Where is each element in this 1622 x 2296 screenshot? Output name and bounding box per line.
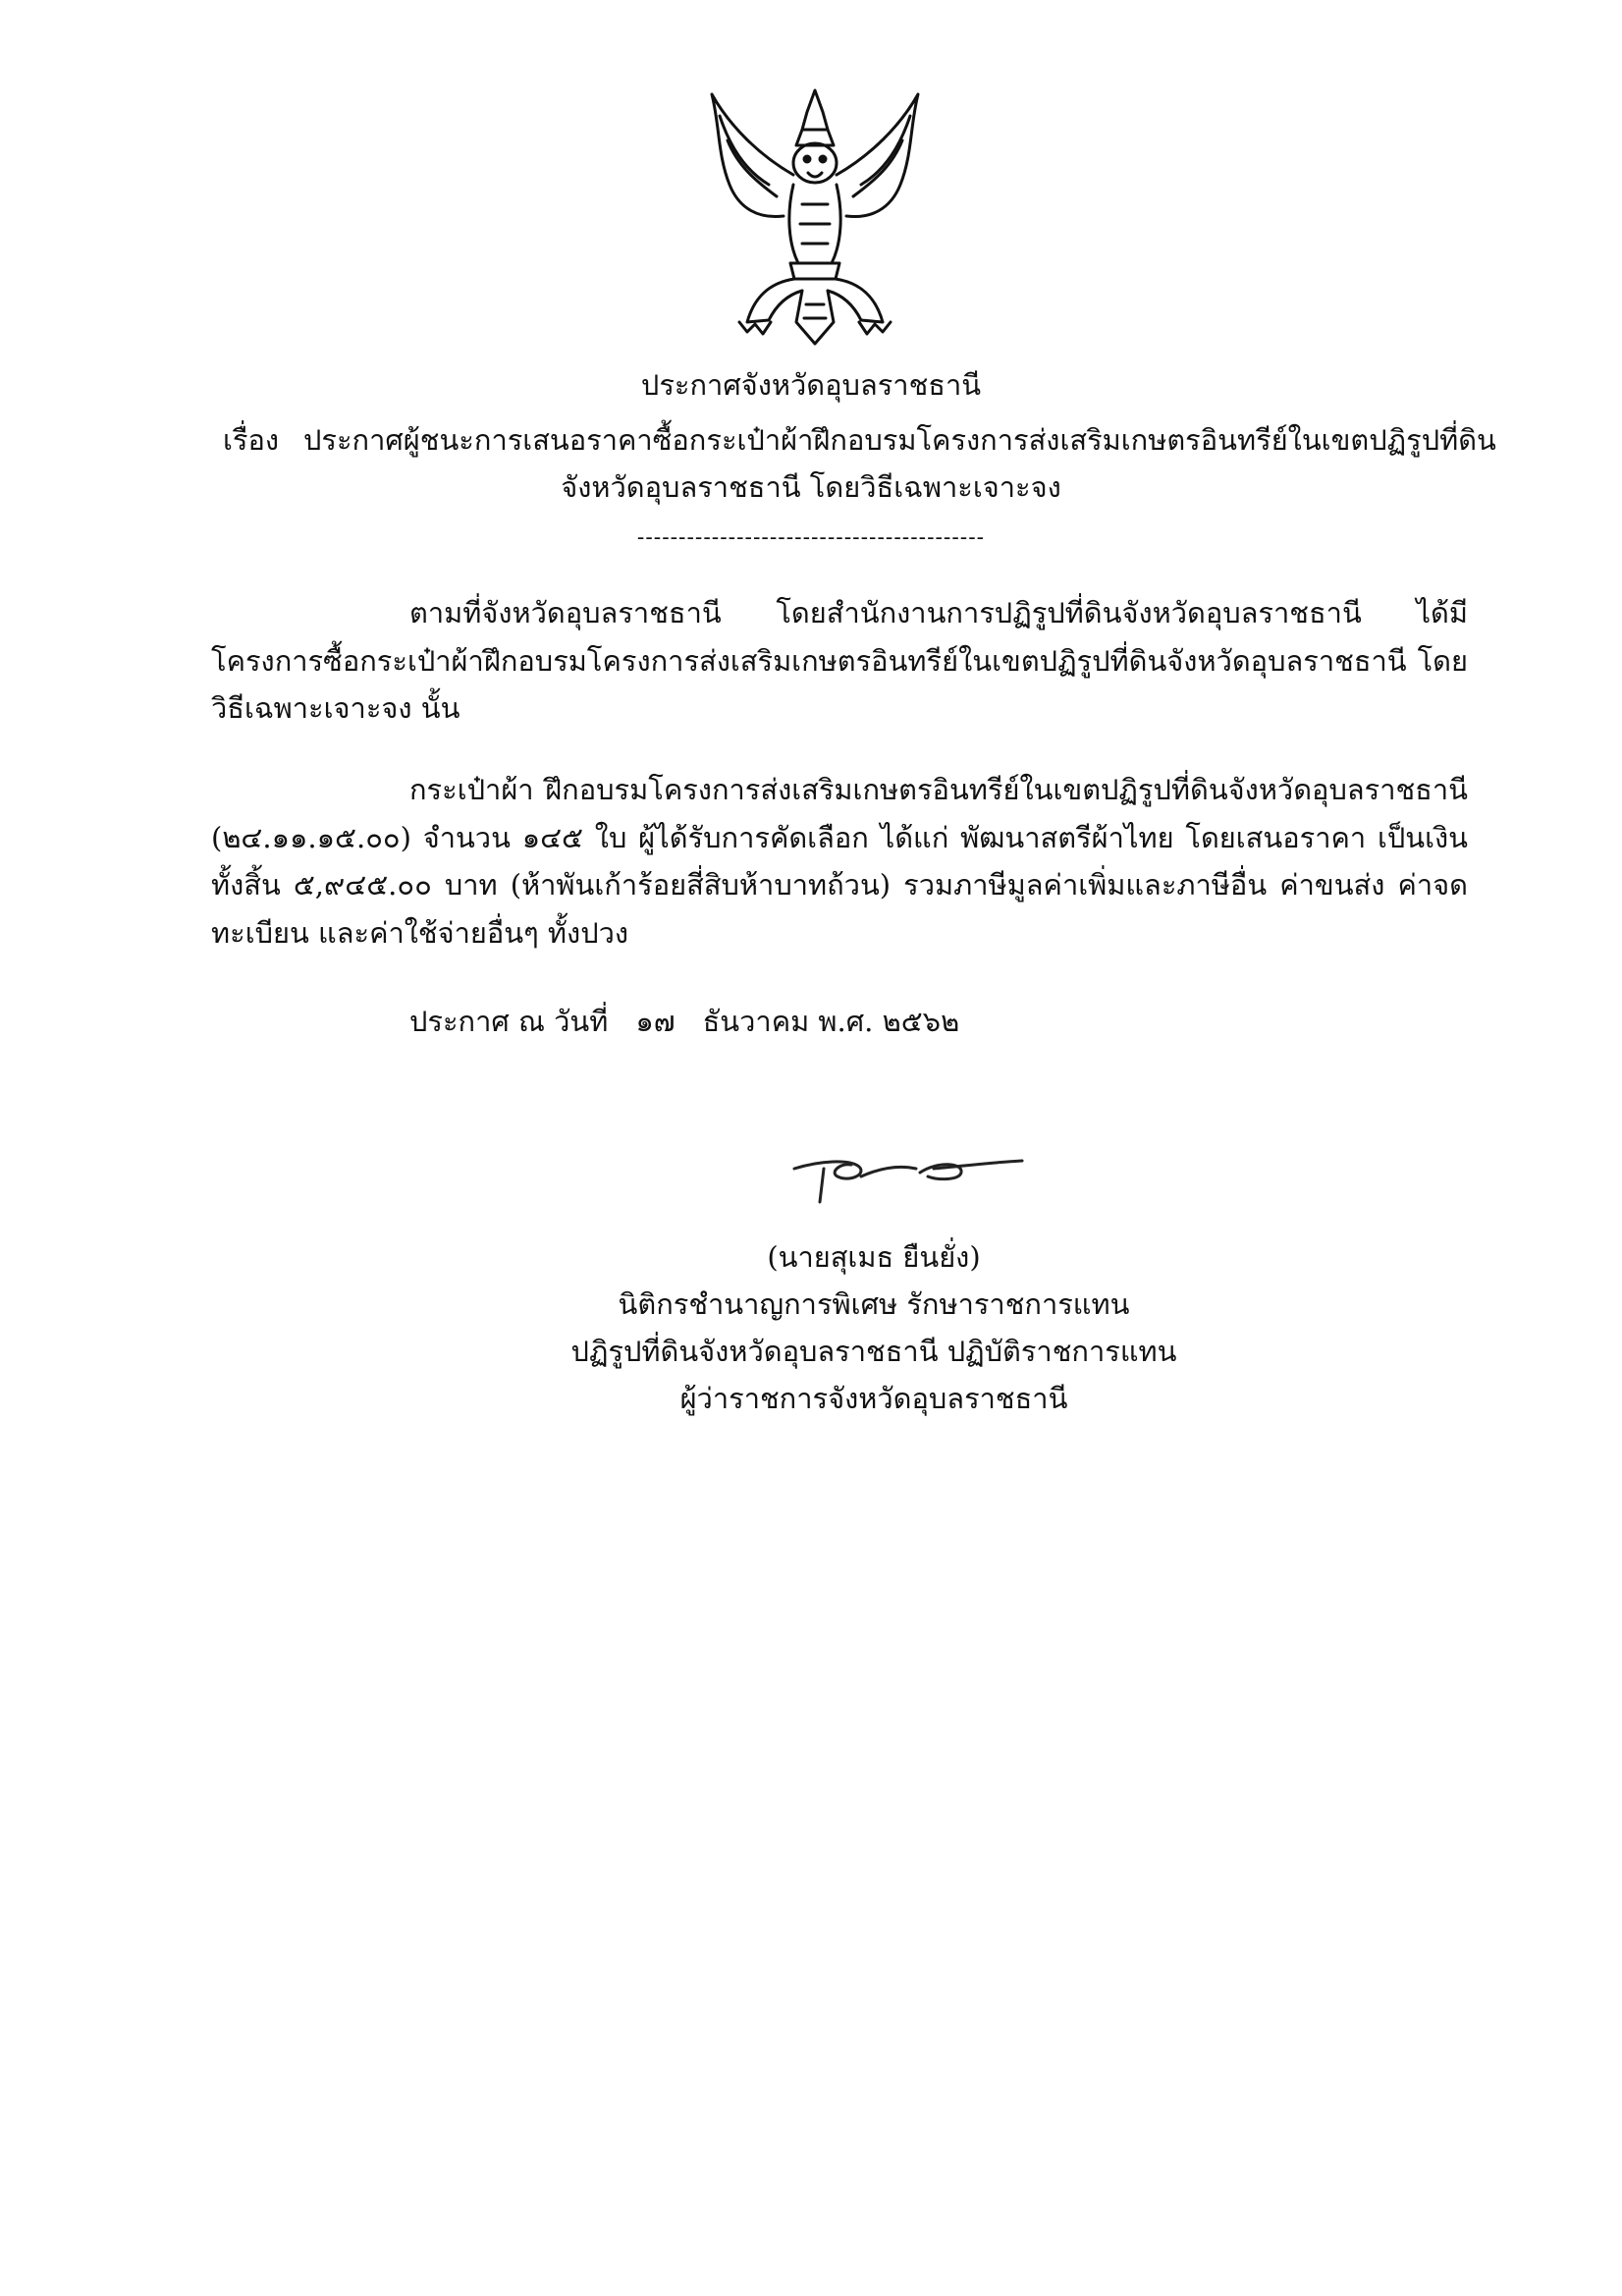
signatory-position-3: ผู้ว่าราชการจังหวัดอุบลราชธานี xyxy=(679,1382,1068,1415)
subject-label: เรื่อง xyxy=(223,423,280,457)
signatory-position-2: ปฏิรูปที่ดินจังหวัดอุบลราชธานี ปฏิบัติราชการแทน xyxy=(570,1335,1177,1368)
date-day: ๑๗ xyxy=(635,1005,676,1038)
signatory-position-1: นิติกรชำนาญการพิเศษ รักษาราชการแทน xyxy=(618,1287,1130,1321)
body-paragraph-2: กระเป๋าผ้า ฝึกอบรมโครงการส่งเสริมเกษตรอินทรีย์ในเขตปฏิรูปที่ดินจังหวัดอุบลราชธานี (๒๔.๑๑.๑๕.๐๐) จำนวน ๑๔๕ ใบ ผู้ได้รับการคัดเลือก ได้แก่ พัฒนาสตรีผ้าไทย โดยเสนอราคา เป็นเงินทั้งสิ้น ๕,๙๔๕.๐๐ บาท (ห้าพันเก้าร้อยสี่สิบห้าบาทถ้วน) รวมภาษีมูลค่าเพิ่มและภาษีอื่น ค่าขนส่ง ค่าจดทะเบียน และค่าใช้จ่ายอื่นๆ ทั้งปวง xyxy=(211,773,1468,950)
divider-line: ------------------------------------------ xyxy=(636,525,986,550)
handwritten-signature xyxy=(790,1147,1026,1212)
date-prefix: ประกาศ ณ วันที่ xyxy=(409,1005,609,1038)
date-month-year: ธันวาคม พ.ศ. ๒๕๖๒ xyxy=(702,1005,960,1038)
announcement-office: ประกาศจังหวัดอุบลราชธานี xyxy=(640,368,982,402)
subject-line xyxy=(223,420,1496,460)
subject-text-line1: ประกาศผู้ชนะการเสนอราคาซื้อกระเป๋าผ้าฝึกอบรมโครงการส่งเสริมเกษตรอินทรีย์ในเขตปฏิรูปที่ดิน xyxy=(303,423,1496,457)
signatory-name: (นายสุเมธ ยืนยั่ง) xyxy=(767,1240,981,1274)
subject-text-line2: จังหวัดอุบลราชธานี โดยวิธีเฉพาะเจาะจง xyxy=(561,470,1061,504)
garuda-emblem-icon xyxy=(700,86,931,350)
body-paragraph-1: ตามที่จังหวัดอุบลราชธานี โดยสำนักงานการปฏิรูปที่ดินจังหวัดอุบลราชธานี ได้มีโครงการซื้อกระเป๋าผ้าฝึกอบรมโครงการส่งเสริมเกษตรอินทรีย์ในเขตปฏิรูปที่ดินจังหวัดอุบลราชธานี โดยวิธีเฉพาะเจาะจง นั้น xyxy=(211,596,1468,725)
announcement-date xyxy=(409,1002,959,1041)
